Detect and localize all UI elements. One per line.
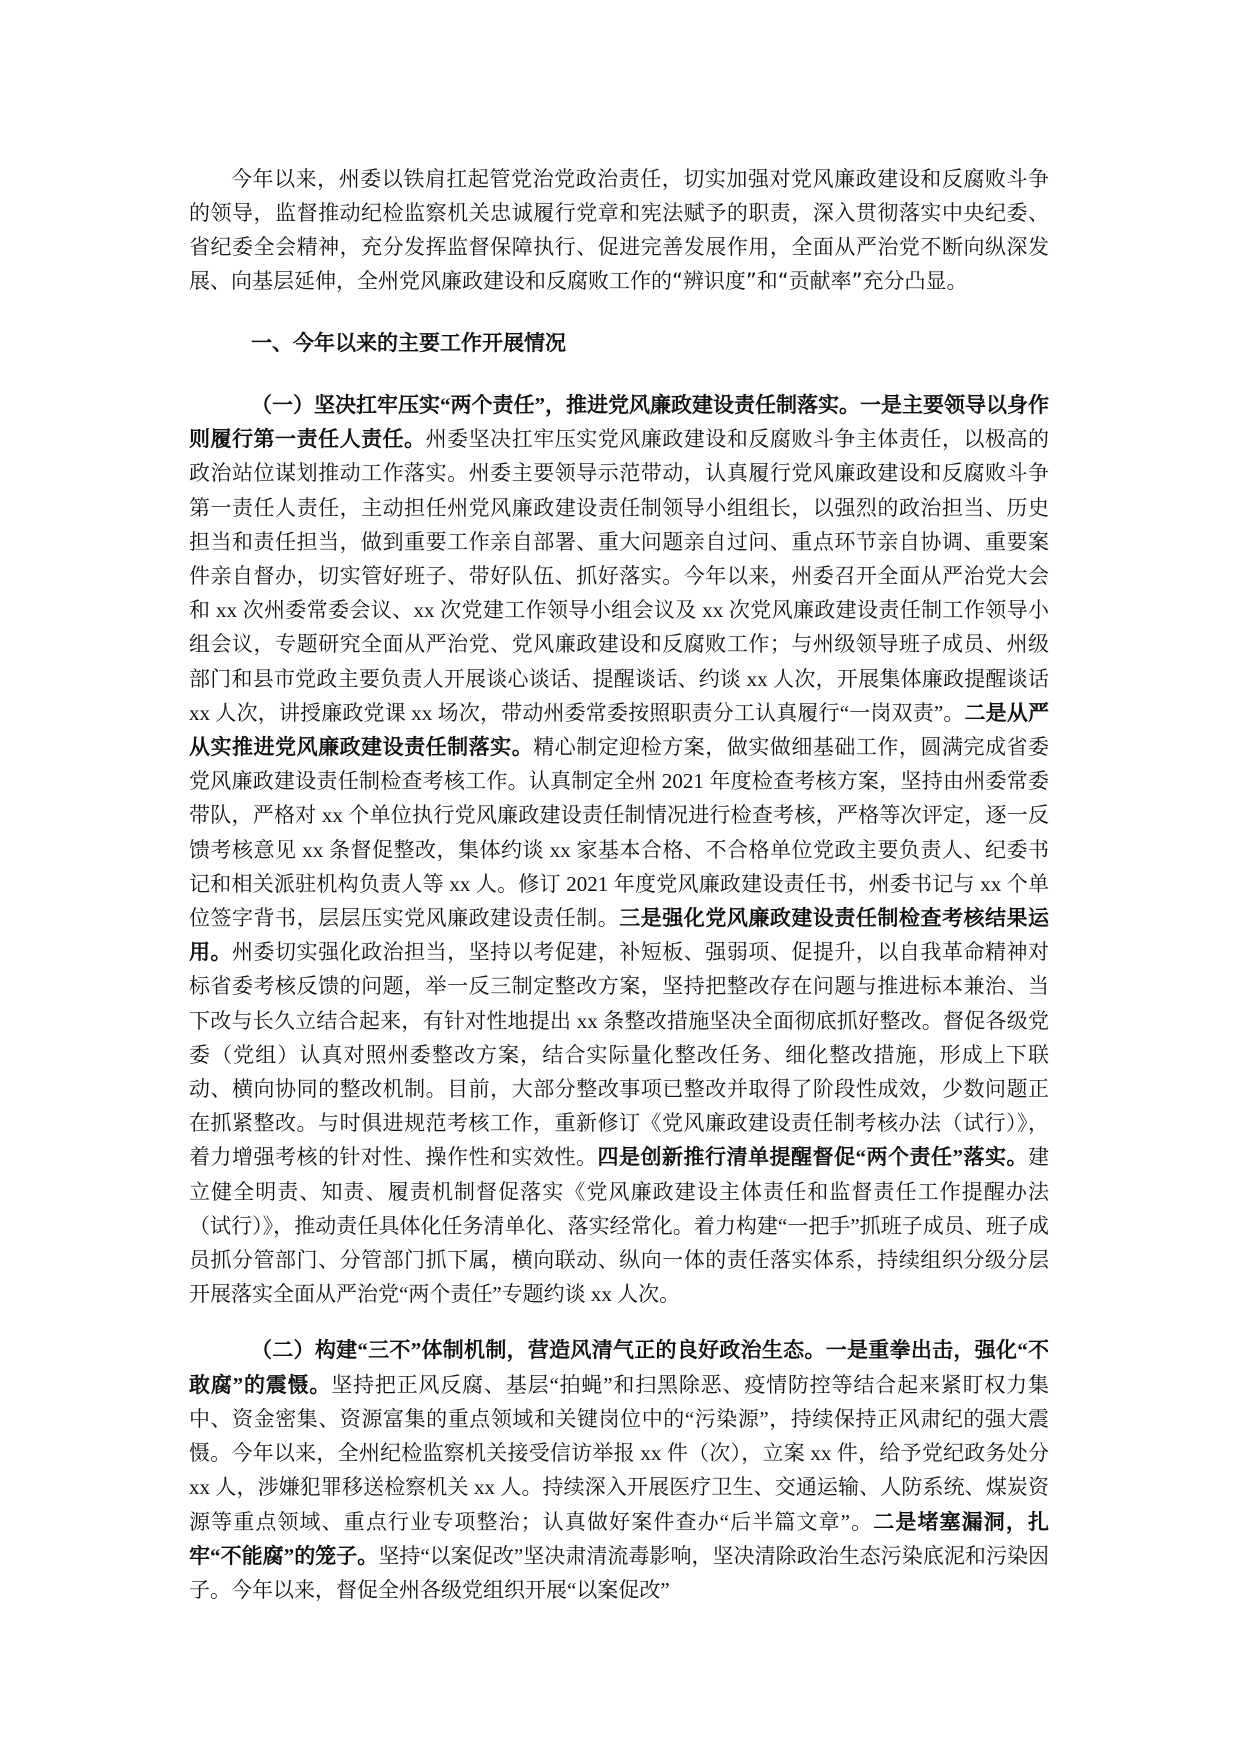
section-2-paragraph — [189, 1333, 1049, 1607]
section-heading: 一、今年以来的主要工作开展情况 — [251, 331, 566, 355]
section-1-point-3-text: 州委切实强化政治担当，坚持以考促建，补短板、强弱项、促提升，以自我革命精神对标省委考核反馈的问题，举一反三制定整改方案，坚持把整改存在问题与推进标本兼治、当下改与长久立结合起来，有针对性地提出 xx 条整改措施坚决全面彻底抓好整改。督促各级党委（党组）认真对照州委整改方案，结合实际量化整改任务、细化整改措施，形成上下联动、横向协同的整改机制。目前，大部分整改事项已整改并取得了阶段性成效，少数问题正在抓紧整改。与时俱进规范考核工作，重新修订《党风廉政建设责任制考核办法（试行）》，着力增强考核的针对性、操作性和实效性。 — [189, 940, 1050, 1170]
section-1-point-1-lead: 一是主要领导以身作则履行第一责任人责任。 — [189, 393, 1049, 452]
intro-paragraph: 今年以来，州委以铁肩扛起管党治党政治责任，切实加强对党风廉政建设和反腐败斗争的领导，监督推动纪检监察机关忠诚履行党章和宪法赋予的职责，深入贯彻落实中央纪委、省纪委全会精神，充分发挥监督保障执行、促进完善发展作用，全面从严治党不断向纵深发展、向基层延伸，全州党风廉政建设和反腐败工作的“辨识度”和“贡献率”充分凸显。 — [189, 167, 1049, 293]
section-1-point-4-text: 建立健全明责、知责、履责机制督促落实《党风廉政建设主体责任和监督责任工作提醒办法（试行）》，推动责任具体化任务清单化、落实经常化。着力构建“一把手”抓班子成员、班子成员抓分管部门、分管部门抓下属，横向联动、纵向一体的责任落实体系，持续组织分级分层开展落实全面从严治党“两个责任”专题约谈 xx 人次。 — [189, 1145, 1049, 1307]
section-2-point-2-text: 坚持“以案促改”坚决肃清流毒影响，坚决清除政治生态污染底泥和污染因子。今年以来，督促全州各级党组织开展“以案促改” — [189, 1543, 1050, 1602]
section-2-point-1-lead: 一是重拳出击，强化“不敢腐”的震慑。 — [189, 1338, 1049, 1397]
section-1-title: （一）坚决扛牢压实“两个责任”，推进党风廉政建设责任制落实。 — [251, 393, 860, 417]
section-1-paragraph — [189, 388, 1049, 1311]
section-1-point-2-lead: 二是从严从实推进党风廉政建设责任制落实。 — [189, 700, 1049, 760]
section-1-point-1-text: 州委坚决扛牢压实党风廉政建设和反腐败斗争主体责任，以极高的政治站位谋划推动工作落实。州委主要领导示范带动，认真履行党风廉政建设和反腐败斗争第一责任人责任，主动担任州党风廉政建设责任制领导小组组长，以强烈的政治担当、历史担当和责任担当，做到重要工作亲自部署、重大问题亲自过问、重点环节亲自协调、重要案件亲自督办，切实管好班子、带好队伍、抓好落实。今年以来，州委召开全面从严治党大会和 xx 次州委常委会议、xx 次党建工作领导小组会议及 xx 次党风廉政建设责任制工作领导小组会议，专题研究全面从严治党、党风廉政建设和反腐败工作；与州级领导班子成员、州级部门和县市党政主要负责人开展谈心谈话、提醒谈话、约谈 xx 人次，开展集体廉政提醒谈话 xx 人次，讲授廉政党课 xx 场次，带动州委常委按照职责分工认真履行“一岗双责”。 — [189, 427, 1049, 725]
document-body — [189, 162, 1049, 1607]
section-2-title: （二）构建“三不”体制机制，营造风清气正的良好政治生态。 — [251, 1338, 826, 1363]
section-2-point-2-lead: 二是堵塞漏洞，扎牢“不能腐”的笼子。 — [189, 1509, 1050, 1568]
section-1-point-4-lead: 四是创新推行清单提醒督促“两个责任”落实。 — [597, 1145, 1028, 1170]
section-1-point-3-lead: 三是强化党风廉政建设责任制检查考核结果运用。 — [189, 906, 1050, 965]
section-1-point-2-text: 精心制定迎检方案，做实做细基础工作，圆满完成省委党风廉政建设责任制检查考核工作。认真制定全州 2021 年度检查考核方案，坚持由州委常委带队，严格对 xx 个单位执行党风廉政建设责任制情况进行检查考核，严格等次评定，逐一反馈考核意见 xx 条督促整改，集体约谈 xx 家基本合格、不合格单位党政主要负责人、纪委书记和相关派驻机构负责人等 xx 人。修订 2021 年度党风廉政建设责任书，州委书记与 xx 个单位签字背书，层层压实党风廉政建设责任制。 — [189, 735, 1050, 931]
section-2-point-1-text: 坚持把正风反腐、基层“拍蝇”和扫黑除恶、疫情防控等结合起来紧盯权力集中、资金密集、资源富集的重点领域和关键岗位中的“污染源”，持续保持正风肃纪的强大震慑。今年以来，全州纪检监察机关接受信访举报 xx 件（次），立案 xx 件，给予党纪政务处分 xx 人，涉嫌犯罪移送检察机关 xx 人。持续深入开展医疗卫生、交通运输、人防系统、煤炭资源等重点领域、重点行业专项整治；认真做好案件查办“后半篇文章”。 — [189, 1372, 1049, 1534]
